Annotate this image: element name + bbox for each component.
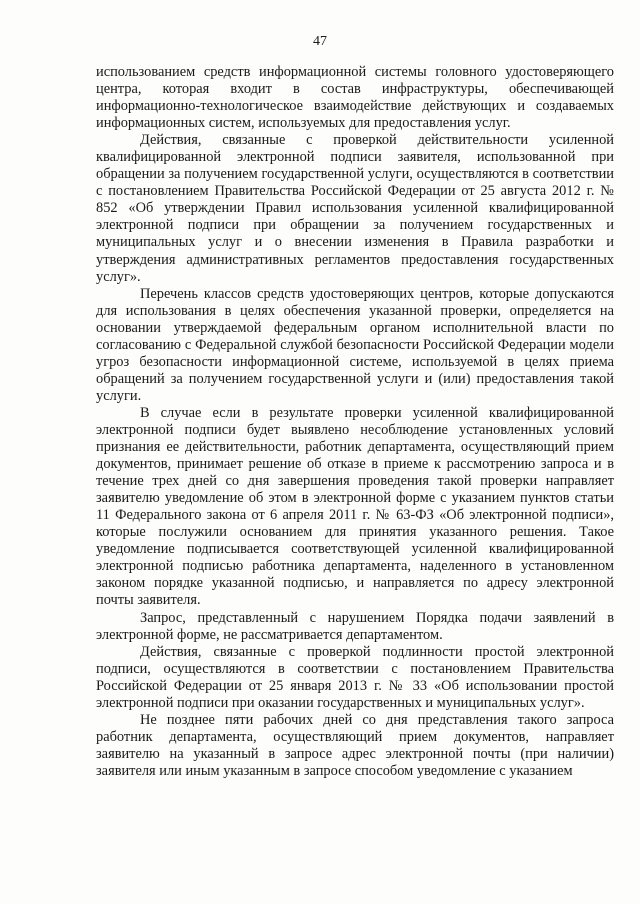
- document-body: [96, 64, 614, 780]
- paragraph-certification-centers: Перечень классов средств удостоверяющих центров, которые допускаются для использования в целях обеспечения указанной проверки, определяется на основании утверждаемой федеральным органом исполнительной власти по согласованию с Федеральной службой безопасности Российской Федерации модели угроз безопасности информационной системе, используемой в целях приема обращений за получением государственной услуги и (или) предоставления такой услуги.: [96, 285, 614, 404]
- paragraph-simple-signature: Действия, связанные с проверкой подлинности простой электронной подписи, осуществляются в соответствии с постановлением Правительства Российской Федерации от 25 января 2013 г. № 33 «Об использовании простой электронной подписи при оказании государственных и муниципальных услуг».: [96, 643, 614, 711]
- paragraph-signature-verification: Действия, связанные с проверкой действительности усиленной квалифицированной электронной подписи заявителя, использованной при обращении за получением государственной услуги, осуществляются в соответствии с постановлением Правительства Российской Федерации от 25 августа 2012 г. № 852 «Об утверждении Правил использования усиленной квалифицированной электронной подписи при обращении за получением государственных и муниципальных услуг и о внесении изменения в Правила разработки и утверждения административных регламентов предоставления государственных услуг».: [96, 132, 614, 285]
- paragraph-refusal-notice: В случае если в результате проверки усиленной квалифицированной электронной подписи будет выявлено несоблюдение установленных условий признания ее действительности, работник департамента, осуществляющий прием документов, принимает решение об отказе в приеме к рассмотрению запроса и в течение трех дней со дня завершения проведения такой проверки направляет заявителю уведомление об этом в электронной форме с указанием пунктов статьи 11 Федерального закона от 6 апреля 2011 г. № 63-ФЗ «Об электронной подписи», которые послужили основанием для принятия указанного решения. Такое уведомление подписывается соответствующей усиленной квалифицированной электронной подписью работника департамента, наделенного в установленном законом порядке указанной подписью, и направляется по адресу электронной почты заявителя.: [96, 404, 614, 609]
- page-number: 47: [313, 34, 327, 49]
- paragraph-notification-deadline: Не позднее пяти рабочих дней со дня представления такого запроса работник департамента, осуществляющий прием документов, направляет заявителю на указанный в запросе адрес электронной почты (при наличии) заявителя или иным указанным в запросе способом уведомление с указанием: [96, 711, 614, 779]
- paragraph-continued: использованием средств информационной системы головного удостоверяющего центра, которая входит в состав инфраструктуры, обеспечивающей информационно-технологическое взаимодействие действующих и создаваемых информационных систем, используемых для предоставления услуг.: [96, 64, 614, 132]
- paragraph-request-violation: Запрос, представленный с нарушением Порядка подачи заявлений в электронной форме, не рассматривается департаментом.: [96, 609, 614, 643]
